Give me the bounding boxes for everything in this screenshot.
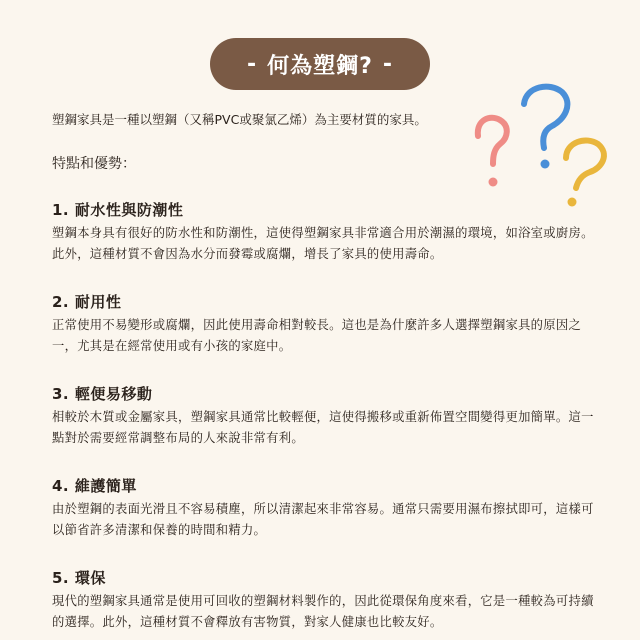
section-body: 正常使用不易變形或腐爛，因此使用壽命相對較長。這也是為什麼許多人選擇塑鋼家具的原因之一，尤其是在經常使用或有小孩的家庭中。 (52, 318, 582, 353)
section-heading: 2. 耐用性 (52, 293, 122, 311)
content (52, 110, 597, 633)
section-lightweight (52, 383, 597, 449)
section-maintenance (52, 475, 597, 541)
section-heading: 5. 環保 (52, 569, 106, 587)
section-durability (52, 291, 597, 357)
section-eco-friendly (52, 567, 597, 633)
title-banner (210, 38, 430, 90)
section-heading: 3. 輕便易移動 (52, 385, 153, 403)
page-title: 何為塑鋼? (267, 53, 373, 79)
section-heading: 4. 維護簡單 (52, 477, 137, 495)
section-body: 由於塑鋼的表面光滑且不容易積塵，所以清潔起來非常容易。通常只需要用濕布擦拭即可，這樣可以節省許多清潔和保養的時間和精力。 (52, 502, 594, 537)
intro-text: 塑鋼家具是一種以塑鋼（又稱PVC或聚氯乙烯）為主要材質的家具。 (52, 112, 427, 127)
title-dash-right: - (382, 51, 394, 77)
section-body: 現代的塑鋼家具通常是使用可回收的塑鋼材料製作的，因此從環保角度來看，它是一種較為可持續的選擇。此外，這種材質不會釋放有害物質，對家人健康也比較友好。 (52, 594, 594, 629)
features-label: 特點和優勢： (52, 156, 136, 172)
section-body: 相較於木質或金屬家具，塑鋼家具通常比較輕便，這使得搬移或重新佈置空間變得更加簡單。這一點對於需要經常調整布局的人來說非常有利。 (52, 410, 594, 445)
section-body: 塑鋼本身具有很好的防水性和防潮性，這使得塑鋼家具非常適合用於潮濕的環境，如浴室或廚房。此外，這種材質不會因為水分而發霉或腐爛，增長了家具的使用壽命。 (52, 226, 594, 261)
title-dash-left: - (246, 51, 258, 77)
section-heading: 1. 耐水性與防潮性 (52, 201, 184, 219)
section-water-resistance (52, 199, 597, 265)
